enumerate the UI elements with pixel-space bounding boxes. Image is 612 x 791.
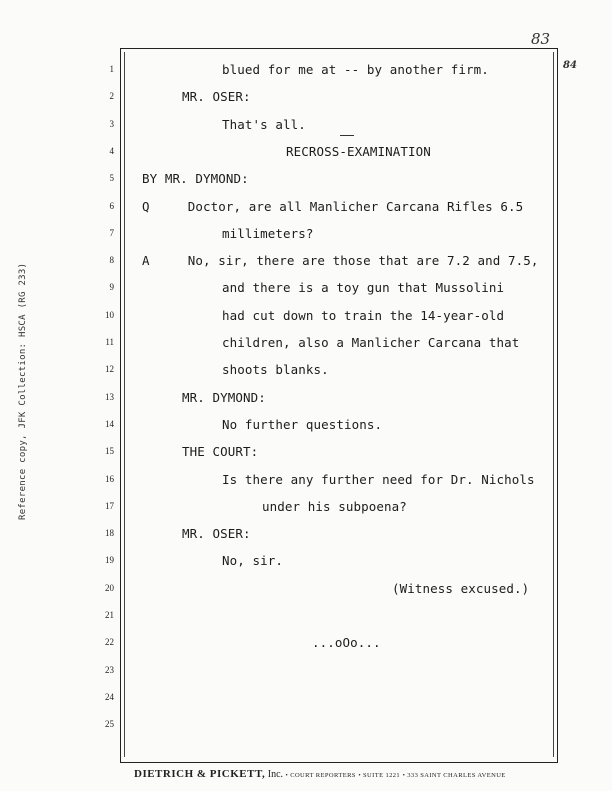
line-number: 23 — [105, 664, 114, 675]
transcript-line: Q Doctor, are all Manlicher Carcana Rifles 6.5 — [142, 198, 524, 214]
line-number: 13 — [105, 391, 114, 402]
footer-address: 333 SAINT CHARLES AVENUE — [407, 772, 506, 779]
transcript-line: THE COURT: — [182, 444, 259, 460]
line-number: 6 — [109, 200, 114, 211]
line-number: 7 — [109, 227, 114, 238]
footer-suite: SUITE 1221 — [363, 772, 401, 779]
transcript-line: No, sir. — [222, 553, 284, 569]
line-number: 2 — [109, 91, 114, 102]
line-number: 22 — [105, 637, 114, 648]
transcript-line: That's all. — [222, 116, 306, 132]
transcript-line: (Witness excused.) — [392, 580, 530, 596]
previous-page-number: 84 — [563, 60, 577, 71]
transcript-line: ...oOo... — [312, 635, 381, 651]
archive-reference: Reference copy, JFK Collection: HSCA (RG 233) — [18, 262, 28, 520]
line-number: 20 — [105, 582, 114, 593]
line-number: 1 — [109, 64, 114, 74]
line-number: 9 — [109, 282, 114, 293]
transcript-line: MR. OSER: — [182, 526, 251, 542]
transcript-line: MR. DYMOND: — [182, 389, 266, 405]
line-number: 10 — [105, 309, 114, 320]
line-number: 8 — [109, 255, 114, 266]
transcript-line: had cut down to train the 14-year-old — [222, 307, 505, 323]
transcript-line: shoots blanks. — [222, 362, 329, 378]
line-number: 24 — [105, 691, 114, 702]
line-number: 25 — [105, 719, 114, 730]
line-number: 18 — [105, 528, 114, 539]
decorative-dash — [340, 135, 354, 136]
line-number: 11 — [105, 337, 114, 347]
footer-firm: DIETRICH & PICKETT, — [134, 768, 266, 780]
transcript-line: millimeters? — [222, 225, 314, 241]
transcript-line: and there is a toy gun that Mussolini — [222, 280, 505, 296]
line-number: 16 — [105, 473, 114, 484]
line-number: 17 — [105, 500, 114, 511]
transcript-line: No further questions. — [222, 416, 383, 432]
transcript-line: blued for me at -- by another firm. — [222, 62, 489, 77]
line-number: 19 — [105, 555, 114, 566]
line-number: 14 — [105, 418, 114, 429]
transcript-line: MR. OSER: — [182, 89, 251, 105]
line-number: 15 — [105, 446, 114, 457]
transcript-line: Is there any further need for Dr. Nichols — [222, 471, 535, 487]
line-number: 12 — [105, 364, 114, 375]
transcript-line: A No, sir, there are those that are 7.2 and 7.5, — [142, 253, 539, 269]
line-number: 4 — [109, 145, 114, 156]
transcript-line: children, also a Manlicher Carcana that — [222, 335, 520, 350]
transcript-line: BY MR. DYMOND: — [142, 171, 249, 187]
transcript-line: under his subpoena? — [262, 498, 407, 514]
footer-inc: Inc. — [267, 769, 284, 780]
footer-service: COURT REPORTERS — [290, 772, 356, 779]
line-number: 3 — [109, 118, 114, 129]
page-number: 83 — [531, 30, 551, 48]
reporter-footer: DIETRICH & PICKETT, Inc. • COURT REPORTERS • SUITE 1221 • 333 SAINT CHARLES AVENUE — [134, 768, 506, 780]
line-number: 21 — [105, 610, 114, 620]
transcript-line: RECROSS-EXAMINATION — [286, 143, 431, 159]
line-number: 5 — [109, 173, 114, 184]
